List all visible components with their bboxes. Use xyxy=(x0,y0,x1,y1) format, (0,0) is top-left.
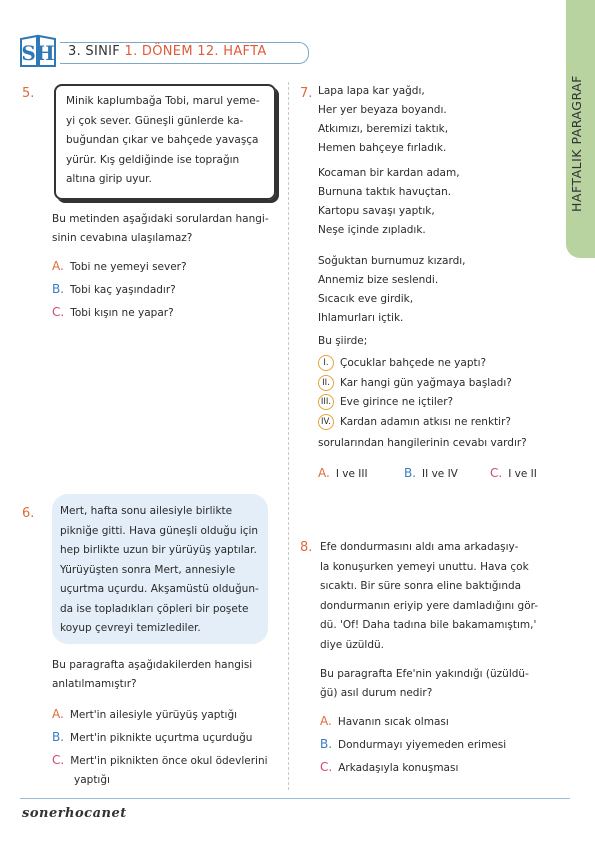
q8-passage-line: sıcaktı. Bir süre sonra eline baktığında xyxy=(320,580,522,592)
q7-item-4 xyxy=(318,413,512,433)
roman-numeral: III. xyxy=(318,394,334,410)
option-letter: B. xyxy=(52,282,65,296)
logo-letters: SH xyxy=(21,41,55,65)
period-label: 1. DÖNEM 12. HAFTA xyxy=(124,44,267,59)
q6-passage xyxy=(60,502,266,639)
poem-line: Annemiz bize seslendi. xyxy=(318,274,439,286)
q8-passage-line: dü. 'Of! Daha tadına bile bakamamıştım,' xyxy=(320,619,537,631)
q7-stem: sorularından hangilerinin cevabı vardır? xyxy=(318,437,527,449)
q5-option-c[interactable] xyxy=(52,301,187,324)
q8-option-c[interactable] xyxy=(320,756,506,779)
poem-line: Soğuktan burnumuz kızardı, xyxy=(318,255,466,267)
q5-stem-line: Bu metinden aşağıdaki sorulardan hangi- xyxy=(52,213,269,225)
q8-passage-line: la konuşurken yemeyi unuttu. Hava çok xyxy=(320,560,529,573)
q7-option-a[interactable] xyxy=(318,462,368,485)
q6-stem xyxy=(52,656,252,694)
page-title xyxy=(68,44,267,59)
q8-option-b[interactable] xyxy=(320,733,506,756)
q8-option-a[interactable] xyxy=(320,710,506,733)
option-letter: A. xyxy=(320,714,332,728)
option-text: Dondurmayı yiyemeden erimesi xyxy=(338,739,507,751)
q8-passage-line: Efe dondurmasını aldı ama arkadaşıy- xyxy=(320,541,519,553)
q7-stanza-1 xyxy=(318,82,448,158)
q5-stem xyxy=(52,210,269,248)
q5-option-b[interactable] xyxy=(52,278,187,301)
poem-line: Burnuna taktık havuçtan. xyxy=(318,186,452,198)
q5-passage xyxy=(66,92,266,190)
q6-passage-line: Mert, hafta sonu ailesiyle birlikte xyxy=(60,505,233,517)
q5-stem-line: sinin cevabına ulaşılamaz? xyxy=(52,232,193,244)
q6-passage-line: Yürüyüşten sonra Mert, annesiyle xyxy=(60,563,236,576)
q6-option-c-continuation: yaptığı xyxy=(74,774,110,786)
grade-label: 3. SINIF xyxy=(68,44,121,59)
sh-logo xyxy=(18,33,58,69)
roman-numeral: I. xyxy=(318,355,334,371)
option-letter: B. xyxy=(52,730,65,744)
poem-line: Atkımızı, beremizi taktık, xyxy=(318,123,449,135)
q7-option-c[interactable] xyxy=(490,462,537,485)
item-text: Kar hangi gün yağmaya başladı? xyxy=(340,376,512,389)
q5-number: 5. xyxy=(22,86,35,101)
option-text: Arkadaşıyla konuşması xyxy=(338,762,459,774)
option-letter: C. xyxy=(52,753,65,767)
option-letter: A. xyxy=(52,707,64,721)
option-text: Havanın sıcak olması xyxy=(337,716,449,728)
q5-options xyxy=(52,255,187,324)
option-text: Tobi ne yemeyi sever? xyxy=(69,261,187,273)
item-text: Eve girince ne içtiler? xyxy=(340,396,454,408)
q7-intro: Bu şiirde; xyxy=(318,335,368,347)
q5-passage-line: yi çok sever. Güneşli günlerde ka- xyxy=(66,114,244,127)
poem-line: Kocaman bir kardan adam, xyxy=(318,167,460,179)
option-letter: C. xyxy=(52,305,65,319)
q8-passage-line: diye üzüldü. xyxy=(320,638,384,651)
option-letter: B. xyxy=(404,466,417,480)
poem-line: Neşe içinde zıpladık. xyxy=(318,224,426,236)
option-letter: B. xyxy=(320,737,333,751)
option-text: Tobi kaç yaşındadır? xyxy=(70,284,176,296)
option-text: Mert'in piknikten önce okul ödevlerini xyxy=(70,755,268,767)
q5-passage-line: Minik kaplumbağa Tobi, marul yeme- xyxy=(66,95,260,107)
footer-site: sonerhocanet xyxy=(22,806,127,821)
option-text: Mert'in piknikte uçurtma uçurduğu xyxy=(70,732,253,744)
option-letter: A. xyxy=(318,466,330,480)
q6-option-c[interactable] xyxy=(52,749,268,772)
q8-number: 8. xyxy=(300,540,313,555)
option-text: I ve II xyxy=(508,468,537,480)
option-text: II ve IV xyxy=(422,468,458,480)
q7-item-2 xyxy=(318,374,512,394)
q6-passage-line: pikniğe gitti. Hava güneşli olduğu için xyxy=(60,524,259,537)
q7-option-b[interactable] xyxy=(404,462,458,485)
q6-passage-line: koyup çevreyi temizlediler. xyxy=(60,622,201,634)
q6-passage-line: da ise topladıkları çöpleri bir poşete xyxy=(60,602,249,615)
q7-items xyxy=(318,354,512,432)
q7-item-1 xyxy=(318,354,512,374)
item-text: Kardan adamın atkısı ne renktir? xyxy=(340,415,511,428)
option-text: Tobi kışın ne yapar? xyxy=(70,307,174,319)
q6-stem-line: Bu paragrafta aşağıdakilerden hangisi xyxy=(52,659,253,671)
q8-passage-line: dondurmanın eriyip yere damladığını gör- xyxy=(320,599,539,612)
poem-line: Ihlamurları içtik. xyxy=(318,312,404,324)
item-text: Çocuklar bahçede ne yaptı? xyxy=(340,357,487,369)
q8-passage xyxy=(320,538,560,655)
q7-item-3 xyxy=(318,393,512,413)
q6-passage-line: hep birlikte uzun bir yürüyüş yaptılar. xyxy=(60,544,257,556)
side-tab-label: HAFTALIK PARAGRAF xyxy=(569,75,584,213)
poem-line: Hemen bahçeye fırladık. xyxy=(318,142,447,154)
q7-stanza-3 xyxy=(318,252,466,328)
roman-numeral: II. xyxy=(318,375,334,391)
side-tab xyxy=(566,0,595,258)
option-text: Mert'in ailesiyle yürüyüş yaptığı xyxy=(69,709,238,721)
q5-option-a[interactable] xyxy=(52,255,187,278)
q6-stem-line: anlatılmamıştır? xyxy=(52,678,137,690)
option-letter: C. xyxy=(490,466,503,480)
footer-divider xyxy=(20,798,570,799)
q6-passage-line: uçurtma uçurdu. Akşamüstü olduğun- xyxy=(60,583,259,595)
option-letter: C. xyxy=(320,760,333,774)
poem-line: Sıcacık eve girdik, xyxy=(318,293,414,305)
q8-stem xyxy=(320,665,529,703)
q8-stem-line: Bu paragrafta Efe'nin yakındığı (üzüldü- xyxy=(320,668,529,680)
q6-option-b[interactable] xyxy=(52,726,268,749)
q6-number: 6. xyxy=(22,506,35,521)
option-text: I ve III xyxy=(335,468,368,480)
roman-numeral: IV. xyxy=(318,414,334,430)
q7-stanza-2 xyxy=(318,164,460,240)
poem-line: Lapa lapa kar yağdı, xyxy=(318,85,425,97)
q8-options xyxy=(320,710,506,779)
q5-passage-line: altına girip uyur. xyxy=(66,173,152,185)
q6-option-a[interactable] xyxy=(52,703,268,726)
column-divider xyxy=(288,82,289,790)
q5-passage-line: yürür. Kış geldiğinde ise toprağın xyxy=(66,153,240,166)
poem-line: Kartopu savaşı yaptık, xyxy=(318,205,435,217)
q8-stem-line: ğü) asıl durum nedir? xyxy=(320,687,433,699)
option-letter: A. xyxy=(52,259,64,273)
q7-number: 7. xyxy=(300,86,313,101)
q6-options xyxy=(52,703,268,788)
q5-passage-line: buğundan çıkar ve bahçede yavaşça xyxy=(66,134,259,146)
poem-line: Her yer beyaza boyandı. xyxy=(318,104,447,116)
